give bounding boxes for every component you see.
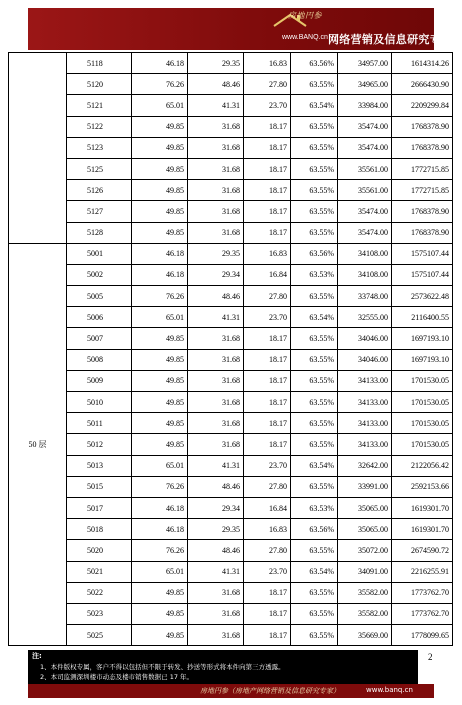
room-number-cell: 5023	[67, 603, 132, 624]
table-cell: 48.46	[188, 286, 244, 307]
table-cell: 46.18	[132, 497, 188, 518]
table-cell: 1772715.85	[392, 180, 453, 201]
room-number-cell: 5015	[67, 476, 132, 497]
table-cell: 16.83	[244, 53, 291, 74]
note-label: 注:	[32, 652, 42, 660]
table-cell: 63.55%	[291, 603, 338, 624]
table-cell: 34091.00	[338, 561, 392, 582]
table-cell: 23.70	[244, 561, 291, 582]
table-cell: 65.01	[132, 455, 188, 476]
table-row	[9, 582, 453, 603]
table-cell: 34133.00	[338, 392, 392, 413]
table-cell: 48.46	[188, 476, 244, 497]
table-row	[9, 476, 453, 497]
table-cell: 63.56%	[291, 519, 338, 540]
table-row	[9, 74, 453, 95]
room-number-cell: 5020	[67, 540, 132, 561]
table-cell: 49.85	[132, 328, 188, 349]
table-cell: 63.55%	[291, 625, 338, 646]
room-number-cell: 5125	[67, 158, 132, 179]
table-cell: 63.55%	[291, 137, 338, 158]
table-row	[9, 413, 453, 434]
room-number-cell: 5120	[67, 74, 132, 95]
table-cell: 49.85	[132, 116, 188, 137]
table-cell: 29.35	[188, 53, 244, 74]
table-cell: 31.68	[188, 201, 244, 222]
table-cell: 29.35	[188, 243, 244, 264]
table-cell: 1768378.90	[392, 222, 453, 243]
table-cell: 65.01	[132, 307, 188, 328]
table-cell: 31.68	[188, 603, 244, 624]
table-row	[9, 201, 453, 222]
table-cell: 34133.00	[338, 434, 392, 455]
table-cell: 34133.00	[338, 413, 392, 434]
table-cell: 1778099.65	[392, 625, 453, 646]
table-cell: 27.80	[244, 286, 291, 307]
table-cell: 49.85	[132, 158, 188, 179]
table-cell: 1701530.05	[392, 434, 453, 455]
table-cell: 63.54%	[291, 95, 338, 116]
table-cell: 2216255.91	[392, 561, 453, 582]
table-cell: 34046.00	[338, 349, 392, 370]
room-number-cell: 5025	[67, 625, 132, 646]
table-row	[9, 137, 453, 158]
room-number-cell: 5018	[67, 519, 132, 540]
table-cell: 1768378.90	[392, 116, 453, 137]
table-cell: 63.55%	[291, 476, 338, 497]
table-cell: 31.68	[188, 349, 244, 370]
table-cell: 76.26	[132, 286, 188, 307]
table-cell: 34108.00	[338, 264, 392, 285]
room-number-cell: 5009	[67, 370, 132, 391]
room-number-cell: 5008	[67, 349, 132, 370]
table-cell: 49.85	[132, 392, 188, 413]
footer-site: www.banq.cn	[366, 686, 413, 694]
table-row	[9, 264, 453, 285]
room-number-cell: 5012	[67, 434, 132, 455]
table-cell: 76.26	[132, 74, 188, 95]
table-cell: 16.83	[244, 243, 291, 264]
room-number-cell: 5013	[67, 455, 132, 476]
table-cell: 16.84	[244, 497, 291, 518]
table-cell: 1697193.10	[392, 328, 453, 349]
table-cell: 18.17	[244, 222, 291, 243]
table-cell: 23.70	[244, 95, 291, 116]
table-cell: 1619301.70	[392, 497, 453, 518]
table-cell: 49.85	[132, 222, 188, 243]
table-cell: 63.55%	[291, 286, 338, 307]
table-cell: 41.31	[188, 455, 244, 476]
table-cell: 23.70	[244, 307, 291, 328]
table-cell: 35065.00	[338, 497, 392, 518]
table-cell: 63.55%	[291, 413, 338, 434]
table-cell: 2116400.55	[392, 307, 453, 328]
table-cell: 29.35	[188, 519, 244, 540]
header-banner	[28, 8, 453, 50]
table-row	[9, 349, 453, 370]
table-cell: 63.55%	[291, 582, 338, 603]
table-cell: 35669.00	[338, 625, 392, 646]
table-cell: 2674590.72	[392, 540, 453, 561]
table-cell: 63.55%	[291, 222, 338, 243]
table-cell: 31.68	[188, 413, 244, 434]
table-row	[9, 392, 453, 413]
table-cell: 46.18	[132, 264, 188, 285]
table-cell: 31.68	[188, 328, 244, 349]
table-row	[9, 116, 453, 137]
table-cell: 31.68	[188, 158, 244, 179]
table-cell: 1772715.85	[392, 158, 453, 179]
table-cell: 35561.00	[338, 180, 392, 201]
table-cell: 27.80	[244, 476, 291, 497]
table-cell: 35582.00	[338, 603, 392, 624]
table-cell: 35072.00	[338, 540, 392, 561]
table-cell: 63.55%	[291, 201, 338, 222]
table-cell: 31.68	[188, 625, 244, 646]
table-row	[9, 222, 453, 243]
table-row	[9, 603, 453, 624]
table-cell: 31.68	[188, 116, 244, 137]
table-cell: 48.46	[188, 74, 244, 95]
table-row	[9, 497, 453, 518]
table-cell: 31.68	[188, 392, 244, 413]
table-cell: 46.18	[132, 243, 188, 264]
table-cell: 18.17	[244, 392, 291, 413]
table-cell: 63.55%	[291, 540, 338, 561]
table-cell: 35474.00	[338, 137, 392, 158]
table-row	[9, 328, 453, 349]
footer-brand-bar	[28, 684, 434, 698]
table-cell: 1773762.70	[392, 603, 453, 624]
table-cell: 49.85	[132, 625, 188, 646]
table-cell: 33984.00	[338, 95, 392, 116]
banner-title: 网络营销及信息研究专家	[328, 33, 453, 46]
room-number-cell: 5126	[67, 180, 132, 201]
table-cell: 34957.00	[338, 53, 392, 74]
table-cell: 35561.00	[338, 158, 392, 179]
table-row	[9, 540, 453, 561]
room-number-cell: 5011	[67, 413, 132, 434]
table-cell: 16.84	[244, 264, 291, 285]
table-cell: 35065.00	[338, 519, 392, 540]
table-cell: 33991.00	[338, 476, 392, 497]
room-number-cell: 5118	[67, 53, 132, 74]
table-cell: 1701530.05	[392, 413, 453, 434]
table-cell: 31.68	[188, 222, 244, 243]
copyright-note: 1、本件版权专属，客户不得以包括但不限于转发、抄送等形式将本件向第三方透露。	[40, 663, 285, 671]
table-cell: 48.46	[188, 540, 244, 561]
table-cell: 31.68	[188, 434, 244, 455]
table-cell: 18.17	[244, 413, 291, 434]
room-number-cell: 5001	[67, 243, 132, 264]
table-cell: 31.68	[188, 180, 244, 201]
table-cell: 63.55%	[291, 158, 338, 179]
room-number-cell: 5005	[67, 286, 132, 307]
page-number: 2	[428, 652, 433, 662]
room-number-cell: 5121	[67, 95, 132, 116]
table-cell: 65.01	[132, 561, 188, 582]
table-cell: 41.31	[188, 95, 244, 116]
table-cell: 63.55%	[291, 349, 338, 370]
table-cell: 49.85	[132, 582, 188, 603]
table-cell: 18.17	[244, 137, 291, 158]
monitoring-note: 2、本司监测深圳楼市动态及楼市销售数据已 17 年。	[40, 673, 194, 681]
table-cell: 31.68	[188, 370, 244, 391]
room-number-cell: 5002	[67, 264, 132, 285]
table-cell: 1619301.70	[392, 519, 453, 540]
table-cell: 65.01	[132, 95, 188, 116]
table-cell: 27.80	[244, 74, 291, 95]
table-cell: 49.85	[132, 434, 188, 455]
table-cell: 2209299.84	[392, 95, 453, 116]
table-cell: 33748.00	[338, 286, 392, 307]
table-cell: 41.31	[188, 307, 244, 328]
table-cell: 76.26	[132, 476, 188, 497]
table-cell: 63.55%	[291, 370, 338, 391]
table-cell: 27.80	[244, 540, 291, 561]
table-cell: 1701530.05	[392, 392, 453, 413]
table-cell: 18.17	[244, 625, 291, 646]
table-cell: 2122056.42	[392, 455, 453, 476]
table-cell: 63.55%	[291, 392, 338, 413]
table-cell: 49.85	[132, 137, 188, 158]
table-cell: 16.83	[244, 519, 291, 540]
table-cell: 63.55%	[291, 328, 338, 349]
table-cell: 1768378.90	[392, 201, 453, 222]
table-cell: 41.31	[188, 561, 244, 582]
table-cell: 1575107.44	[392, 243, 453, 264]
room-number-cell: 5006	[67, 307, 132, 328]
table-cell: 34965.00	[338, 74, 392, 95]
room-number-cell: 5128	[67, 222, 132, 243]
table-row	[9, 286, 453, 307]
table-cell: 34108.00	[338, 243, 392, 264]
table-cell: 32555.00	[338, 307, 392, 328]
table-cell: 1697193.10	[392, 349, 453, 370]
table-cell: 35582.00	[338, 582, 392, 603]
table-cell: 2573622.48	[392, 286, 453, 307]
table-row	[9, 243, 453, 264]
table-cell: 49.85	[132, 180, 188, 201]
room-number-cell: 5022	[67, 582, 132, 603]
room-number-cell: 5007	[67, 328, 132, 349]
table-cell: 29.34	[188, 497, 244, 518]
table-cell: 63.56%	[291, 243, 338, 264]
table-cell: 31.68	[188, 137, 244, 158]
table-cell: 18.17	[244, 201, 291, 222]
table-row	[9, 561, 453, 582]
table-cell: 2592153.66	[392, 476, 453, 497]
table-cell: 49.85	[132, 370, 188, 391]
table-cell: 18.17	[244, 370, 291, 391]
table-cell: 31.68	[188, 582, 244, 603]
table-row	[9, 370, 453, 391]
floor-cell	[9, 53, 67, 244]
table-cell: 18.17	[244, 434, 291, 455]
table-row	[9, 434, 453, 455]
table-row	[9, 53, 453, 74]
table-cell: 1575107.44	[392, 264, 453, 285]
table-cell: 18.17	[244, 180, 291, 201]
room-number-cell: 5123	[67, 137, 132, 158]
table-cell: 63.54%	[291, 455, 338, 476]
table-row	[9, 158, 453, 179]
table-cell: 2666430.90	[392, 74, 453, 95]
room-number-cell: 5017	[67, 497, 132, 518]
table-cell: 23.70	[244, 455, 291, 476]
table-cell: 63.53%	[291, 497, 338, 518]
table-cell: 49.85	[132, 349, 188, 370]
table-cell: 35474.00	[338, 201, 392, 222]
table-cell: 63.54%	[291, 561, 338, 582]
table-cell: 76.26	[132, 540, 188, 561]
table-row	[9, 95, 453, 116]
table-cell: 1614314.26	[392, 53, 453, 74]
table-cell: 63.54%	[291, 307, 338, 328]
table-cell: 63.55%	[291, 434, 338, 455]
table-cell: 46.18	[132, 519, 188, 540]
table-cell: 46.18	[132, 53, 188, 74]
table-cell: 35474.00	[338, 222, 392, 243]
table-cell: 18.17	[244, 582, 291, 603]
table-cell: 63.55%	[291, 116, 338, 137]
table-row	[9, 307, 453, 328]
table-cell: 63.55%	[291, 74, 338, 95]
table-row	[9, 455, 453, 476]
room-number-cell: 5010	[67, 392, 132, 413]
table-cell: 63.55%	[291, 180, 338, 201]
table-cell: 49.85	[132, 603, 188, 624]
table-cell: 18.17	[244, 116, 291, 137]
footer-brand: 房地円参（房地产网络营销及信息研究专家）	[200, 687, 340, 695]
price-table	[8, 52, 453, 646]
table-cell: 18.17	[244, 158, 291, 179]
table-row	[9, 625, 453, 646]
room-number-cell: 5127	[67, 201, 132, 222]
table-cell: 63.56%	[291, 53, 338, 74]
table-cell: 18.17	[244, 603, 291, 624]
table-cell: 1701530.05	[392, 370, 453, 391]
table-row	[9, 180, 453, 201]
table-cell: 34133.00	[338, 370, 392, 391]
table-cell: 18.17	[244, 349, 291, 370]
table-cell: 49.85	[132, 201, 188, 222]
table-cell: 49.85	[132, 413, 188, 434]
table-cell: 29.34	[188, 264, 244, 285]
table-row	[9, 519, 453, 540]
brand-name: 房地円参	[288, 11, 322, 20]
table-cell: 1768378.90	[392, 137, 453, 158]
room-number-cell: 5021	[67, 561, 132, 582]
table-cell: 32642.00	[338, 455, 392, 476]
table-cell: 34046.00	[338, 328, 392, 349]
price-table-container	[8, 52, 452, 646]
table-cell: 18.17	[244, 328, 291, 349]
floor-cell: 50 层	[9, 243, 67, 646]
table-cell: 35474.00	[338, 116, 392, 137]
table-cell: 63.53%	[291, 264, 338, 285]
table-cell: 1773762.70	[392, 582, 453, 603]
room-number-cell: 5122	[67, 116, 132, 137]
brand-url: www.BANQ.cn	[282, 34, 328, 41]
